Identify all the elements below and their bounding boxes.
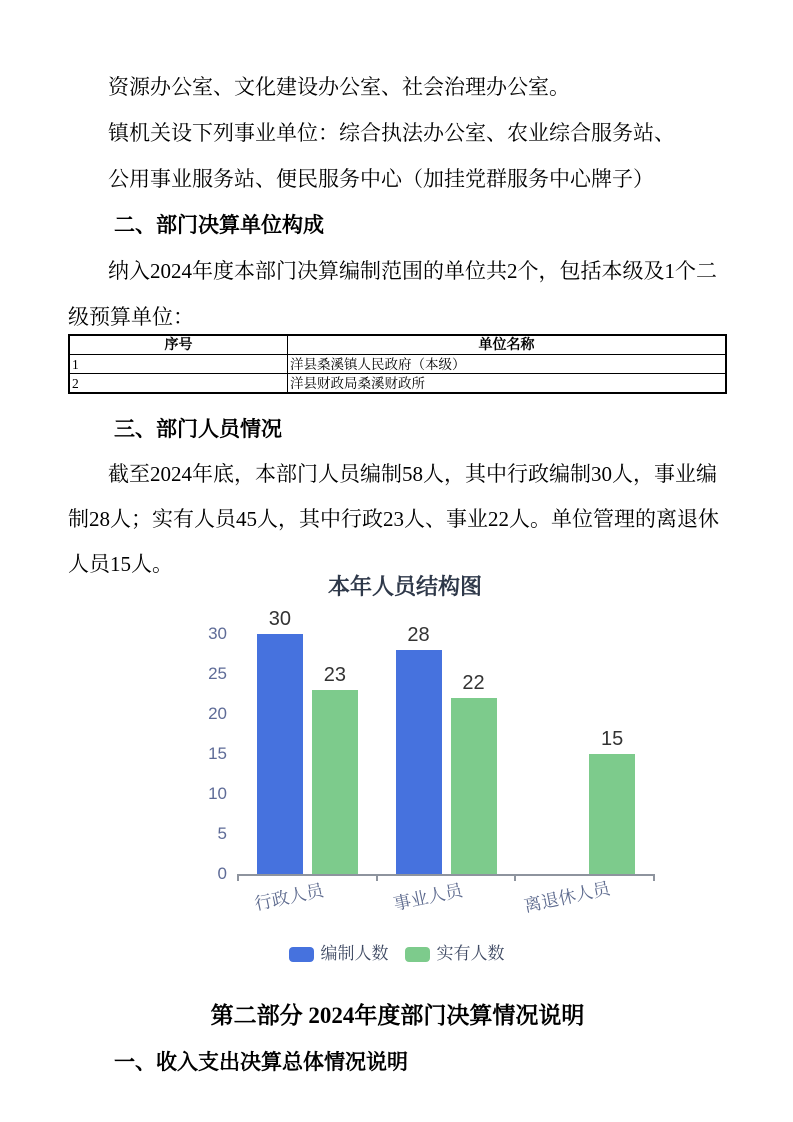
chart-title: 本年人员结构图 [327,574,482,599]
y-axis-tick-label: 20 [208,704,227,723]
bar-value-label: 22 [462,672,485,694]
unit-seq-cell: 1 [69,355,288,374]
x-axis-line [238,874,654,876]
heading-personnel: 三、部门人员情况 [114,417,282,441]
personnel-structure-chart [0,570,793,990]
y-axis-tick-label: 25 [208,664,227,683]
units-table-header-seq: 序号 [69,335,288,355]
part2-title: 第二部分 2024年度部门决算情况说明 [210,1003,585,1028]
bar-value-label: 15 [601,728,624,750]
x-category-label: 事业人员 [391,879,465,915]
legend-swatch-blue [289,947,314,962]
y-axis-tick-label: 5 [217,824,227,843]
bar-实有人数 [312,690,358,874]
y-axis-tick-label: 0 [217,864,227,883]
unit-seq-cell: 2 [69,374,288,394]
x-axis-tick [514,874,516,881]
legend-label: 实有人数 [436,944,505,963]
x-category-label: 离退休人员 [521,878,612,916]
units-table [68,334,727,394]
units-table-header-name: 单位名称 [288,335,727,355]
table-row [69,355,726,374]
x-axis-tick [653,874,655,881]
bar-value-label: 28 [407,624,430,646]
legend-item-authorized [289,944,389,964]
y-axis-tick-label: 15 [208,744,227,763]
bar-实有人数 [451,698,497,874]
x-category-label: 行政人员 [253,879,326,915]
legend-swatch-green [405,947,430,962]
paragraph-offices-line: 公用事业服务站、便民服务中心（加挂党群服务中心牌子） [108,167,654,191]
paragraph-personnel-line: 制28人；实有人员45人，其中行政23人、事业22人。单位管理的离退休 [68,507,719,531]
x-axis-tick [376,874,378,881]
bar-实有人数 [589,754,635,874]
y-axis-tick-label: 30 [208,624,227,643]
paragraph-units-line: 纳入2024年度本部门决算编制范围的单位共2个，包括本级及1个二 [108,259,717,283]
bar-value-label: 30 [268,608,291,630]
bar-value-label: 23 [323,664,346,686]
unit-name-cell: 洋县财政局桑溪财政所 [288,374,727,394]
paragraph-personnel-line: 人员15人。 [68,552,173,576]
heading-units-composition: 二、部门决算单位构成 [114,213,324,237]
unit-name-cell: 洋县桑溪镇人民政府（本级） [288,355,727,374]
heading-income-expenditure: 一、收入支出决算总体情况说明 [114,1050,408,1074]
chart-legend [0,944,793,964]
paragraph-units-line: 级预算单位： [68,305,194,329]
legend-label: 编制人数 [320,944,389,963]
paragraph-offices-line: 镇机关设下列事业单位：综合执法办公室、农业综合服务站、 [108,121,675,145]
units-table-header-row [69,335,726,355]
table-row [69,374,726,394]
x-axis-tick [237,874,239,881]
paragraph-personnel-line: 截至2024年底，本部门人员编制58人，其中行政编制30人，事业编 [108,462,717,486]
legend-item-actual [405,944,505,964]
y-axis-tick-label: 10 [208,784,227,803]
paragraph-offices-line: 资源办公室、文化建设办公室、社会治理办公室。 [108,75,570,99]
